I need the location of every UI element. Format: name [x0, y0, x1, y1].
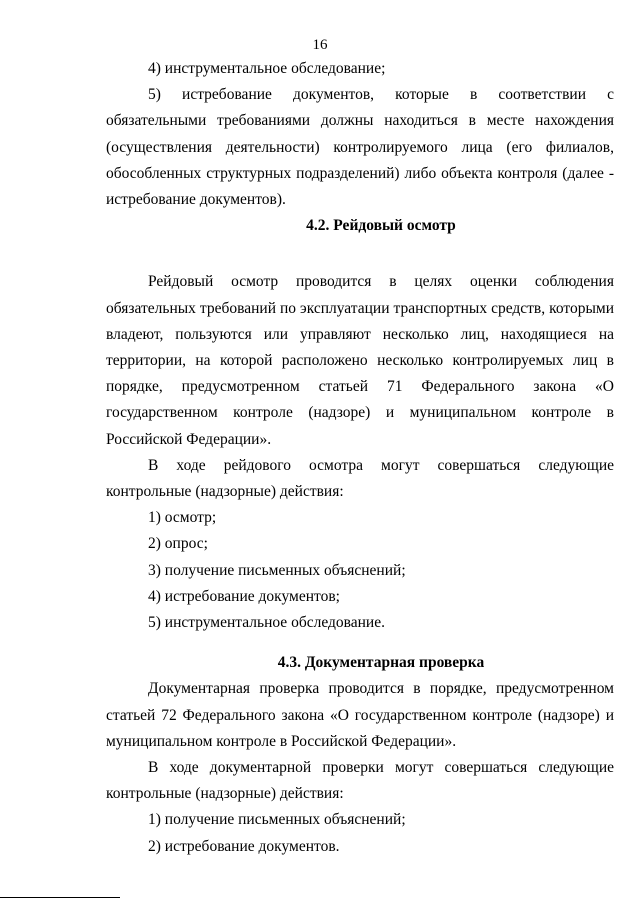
list-item: 5) истребование документов, которые в соответствии с обязательными требованиями должны находиться в месте нахождения (осуществления деятельности) контролируемого лица (его филиалов, обособленных структурных подразделений) либо объекта контроля (далее - истребование документов). — [106, 86, 614, 209]
list-item: 2) истребование документов. — [148, 837, 340, 855]
list-item: 5) инструментальное обследование. — [148, 614, 385, 632]
list-item: 1) осмотр; — [148, 509, 217, 527]
page-content — [106, 56, 614, 860]
list-item: 4) инструментальное обследование; — [148, 60, 386, 77]
spacer — [106, 239, 614, 269]
list-item: 4) истребование документов; — [148, 587, 340, 605]
section-heading-4-2: 4.2. Рейдовый осмотр — [306, 217, 456, 235]
section-heading-4-3: 4.3. Документарная проверка — [277, 654, 485, 672]
paragraph: Документарная проверка проводится в порядке, предусмотренном статьей 72 Федерального закона «О государственном контроле (надзоре) и муниципальном контроле в Российской Федерации». — [106, 680, 614, 750]
list-item: 1) получение письменных объяснений; — [148, 811, 406, 829]
paragraph: В ходе документарной проверки могут совершаться следующие контрольные (надзорные) действия: — [106, 759, 614, 803]
page-number: 16 — [312, 37, 328, 53]
paragraph: В ходе рейдового осмотра могут совершаться следующие контрольные (надзорные) действия: — [106, 456, 614, 501]
list-item: 2) опрос; — [148, 535, 208, 553]
paragraph: Рейдовый осмотр проводится в целях оценки соблюдения обязательных требований по эксплуатации транспортных средств, которыми владеют, пользуются или управляют несколько лиц, находящиеся на территории, на которой расположено несколько контролируемых лиц в порядке, предусмотренном статьей 71 Федерального закона «О государственном контроле (надзоре) и муниципальном контроле в Российской Федерации». — [106, 273, 614, 448]
spacer — [106, 636, 614, 650]
footnote-separator — [0, 897, 120, 898]
list-item: 3) получение письменных объяснений; — [148, 561, 406, 579]
